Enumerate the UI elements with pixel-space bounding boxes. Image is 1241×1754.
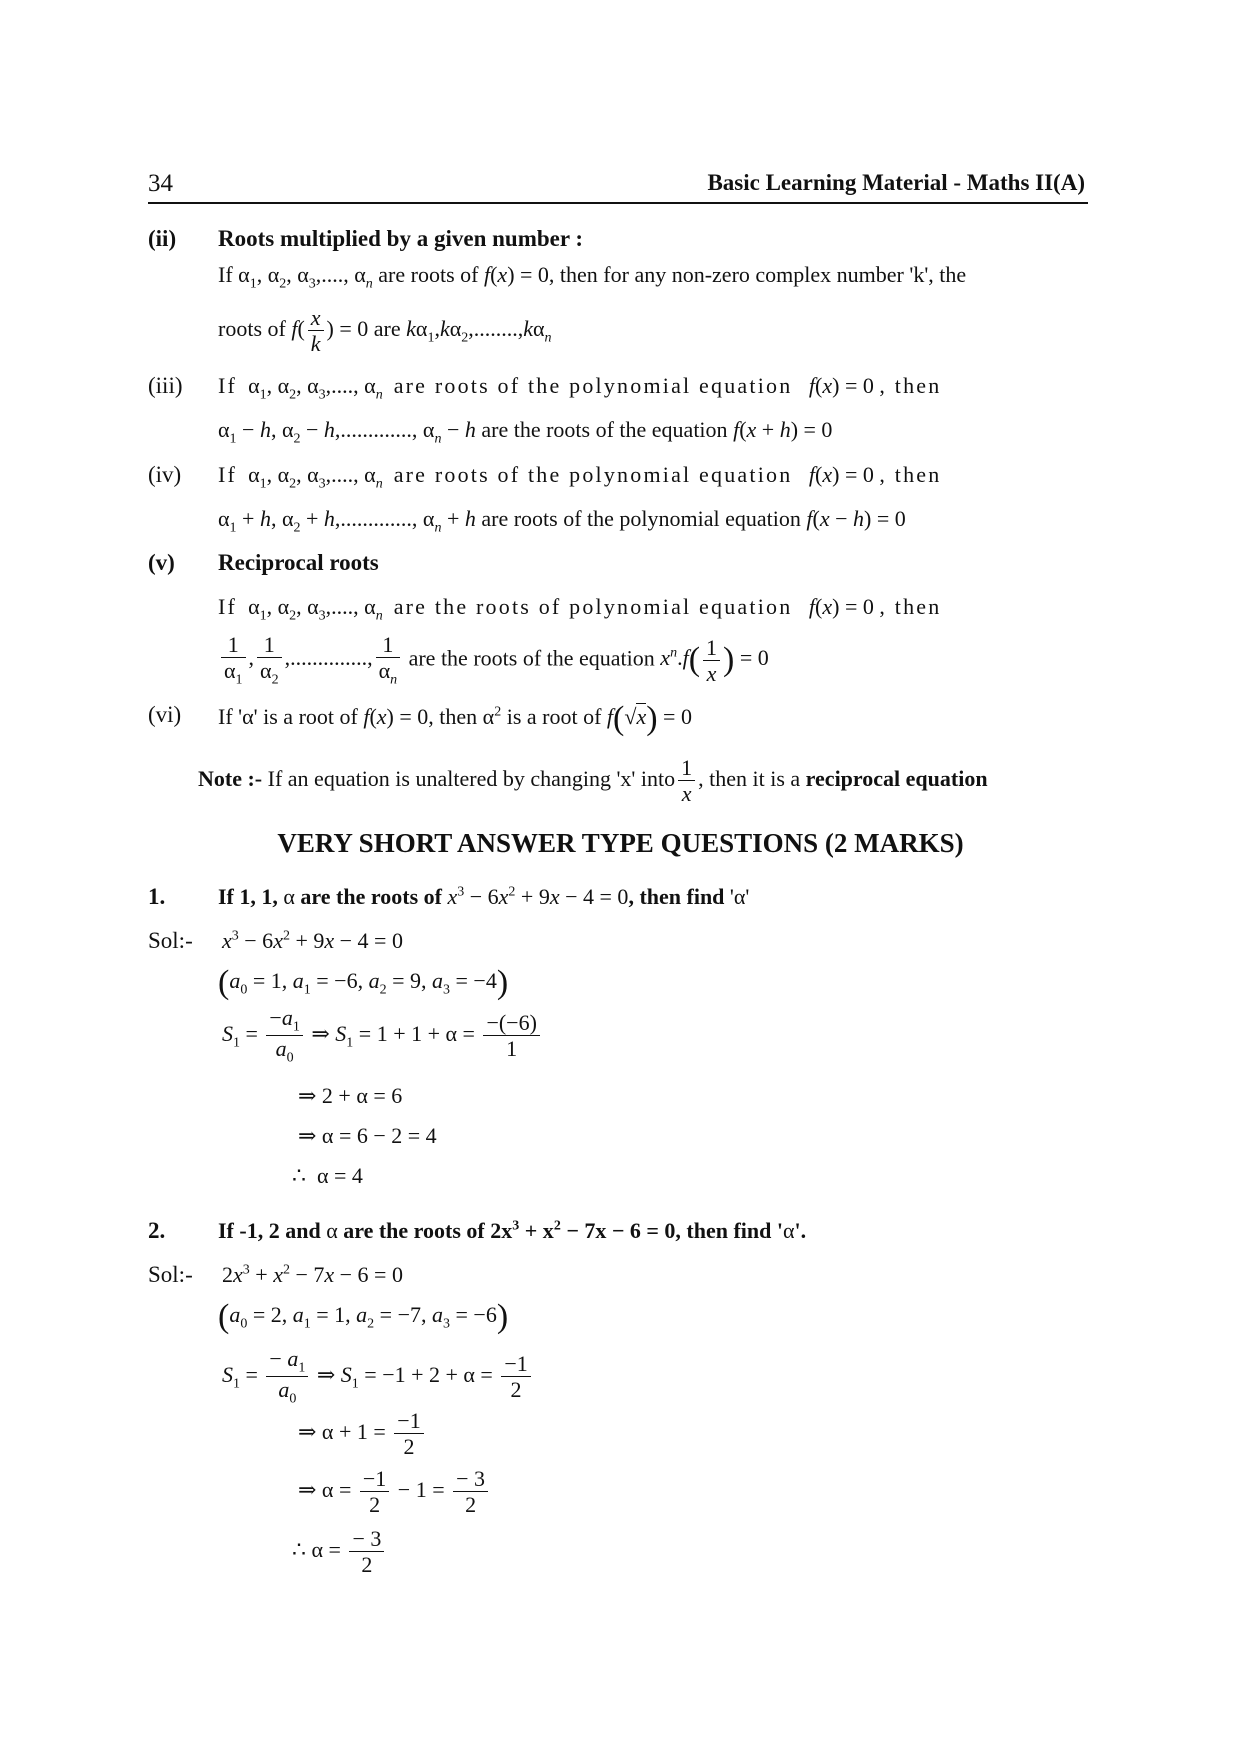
sol1-step2: ⇒ α = 6 − 2 = 4 [298, 1123, 437, 1148]
sol2-step2: ⇒ α = $\frac{-1}{2}$ − 1 = $\frac{- 3}{2}$ [298, 1466, 491, 1518]
math-roots-list: $\alpha_1$, $\alpha_2$, $\alpha_3$,...., $\alpha_n$ [238, 262, 373, 292]
question-number-1: 1. [148, 884, 166, 909]
item-heading-v: Reciprocal roots [218, 550, 379, 575]
math-f-x-over-k: f( $\frac{x}{k}$ ) = 0 [291, 305, 369, 357]
sol2-sum-roots: $S_1$ = $\frac{- a_1}{a_0}$ ⇒ $S_1 = -1 + 2 + \alpha$ = $\frac{-1}{2}$ [222, 1346, 534, 1408]
sol1-equation: $x^3 - 6x^2 + 9x - 4 = 0$ [222, 928, 403, 953]
solution-label-1: Sol:- [148, 928, 193, 953]
item-label-ii: (ii) [148, 226, 177, 251]
item-iii-line2: $\alpha_1 - h$, $\alpha_2 - h$,............., $\alpha_n - h$ are the roots of the equation f(x + h) = 0 [218, 417, 833, 447]
page-number: 34 [148, 170, 173, 197]
item-label-v: (v) [148, 550, 175, 575]
item-label-iv: (iv) [148, 462, 182, 487]
note: Note :- If an equation is unaltered by changing 'x' into $\frac{1}{x}$ , then it is a reciprocal equation [198, 755, 988, 807]
sol2-equation: $2x^3 + x^2 - 7x - 6 = 0$ [222, 1262, 403, 1287]
sol1-step1: ⇒ 2 + α = 6 [298, 1083, 403, 1108]
sol1-sum-roots: $S_1$ = $\frac{-a_1}{a_0}$ ⇒ $S_1 = 1 + 1 + \alpha$ = $\frac{-(-6)}{1}$ [222, 1005, 543, 1067]
question-1-text: If 1, 1, α are the roots of $x^3 - 6x^2 + 9x - 4 = 0$, then find 'α' [218, 884, 750, 909]
running-header-title: Basic Learning Material - Maths II(A) [707, 170, 1085, 195]
sol2-answer: ∴ α = $\frac{- 3}{2}$ [292, 1526, 387, 1578]
section-heading: VERY SHORT ANSWER TYPE QUESTIONS (2 MARKS) [277, 828, 964, 858]
item-v-line1: If $\alpha_1$, $\alpha_2$, $\alpha_3$,...., $\alpha_n$ are the roots of polynomial equation f(x) = 0 , then [218, 594, 942, 624]
item-iv-line1: If $\alpha_1$, $\alpha_2$, $\alpha_3$,...., $\alpha_n$ are roots of the polynomial equation f(x) = 0 , then [218, 462, 942, 492]
solution-label-2: Sol:- [148, 1262, 193, 1287]
item-label-vi: (vi) [148, 702, 182, 727]
item-iv-line2: $\alpha_1 + h$, $\alpha_2 + h$,............., $\alpha_n + h$ are roots of the polynomial equation f(x − h) = 0 [218, 506, 906, 536]
math-fx-eq-0: f(x) = 0 [483, 262, 549, 287]
item-heading-ii: Roots multiplied by a given number : [218, 226, 584, 251]
sol1-answer: ∴ α = 4 [292, 1163, 363, 1188]
item-ii-line1: If $\alpha_1$, $\alpha_2$, $\alpha_3$,...., $\alpha_n$ are roots of f(x) = 0, then for any non-zero complex number 'k', the [218, 262, 967, 292]
item-label-iii: (iii) [148, 373, 183, 398]
header-rule [148, 202, 1088, 204]
math-k-roots: $k\alpha_1,k\alpha_2,........,k\alpha_n$ [406, 315, 552, 346]
item-vi-line: If 'α' is a root of f(x) = 0, then $\alpha^2$ is a root of f(√x) = 0 [218, 700, 692, 737]
sol2-step1: ⇒ α + 1 = $\frac{-1}{2}$ [298, 1408, 427, 1460]
item-iii-line1: If $\alpha_1$, $\alpha_2$, $\alpha_3$,...., $\alpha_n$ are roots of the polynomial equation f(x) = 0 , then [218, 373, 942, 403]
question-number-2: 2. [148, 1218, 166, 1243]
math-reciprocal-roots: $\frac{1}{\alpha_1}$ , $\frac{1}{\alpha_2}$ ,.............., $\frac{1}{\alpha_n}$ [218, 645, 409, 670]
sol2-coefficients: ($a_0 = 2$, $a_1 = 1$, $a_2 = -7$, $a_3 = -6$) [218, 1298, 509, 1335]
item-ii-line2: roots of f( $\frac{x}{k}$ ) = 0 are $k\alpha_1,k\alpha_2,........,k\alpha_n$ [218, 305, 552, 357]
sol1-coefficients: ($a_0 = 1$, $a_1 = -6$, $a_2 = 9$, $a_3 = -4$) [218, 964, 509, 1001]
item-v-line2: $\frac{1}{\alpha_1}$ , $\frac{1}{\alpha_2}$ ,.............., $\frac{1}{\alpha_n}$ are the roots of the equation $x^n.f$( $\frac{1}{x}$ ) = 0 [218, 632, 769, 689]
question-2-text: If -1, 2 and α are the roots of $2x^3 + x^2 - 7x - 6 = 0$, then find 'α'. [218, 1218, 807, 1243]
